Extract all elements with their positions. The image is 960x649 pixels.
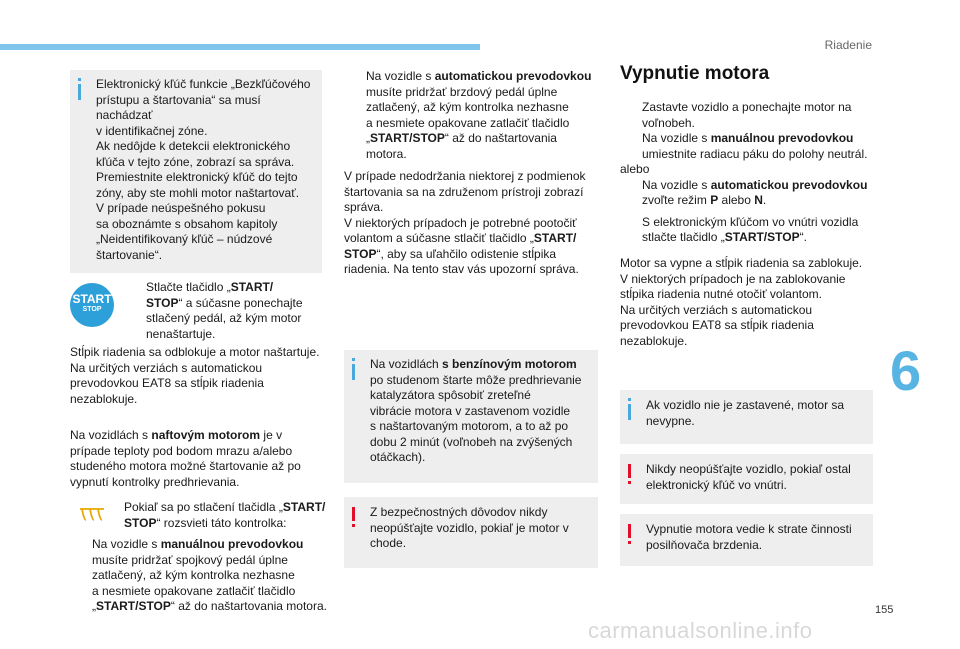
info-not-stopped-text: Ak vozidlo nie je zastavené, motor sa nevypne. [646, 398, 845, 428]
diesel-bold: naftovým motorom [151, 428, 261, 442]
warning-marker-icon [628, 524, 631, 538]
step-2 [620, 131, 882, 162]
start-stop-button-icon [70, 283, 114, 327]
warning-brake-assist-text: Vypnutie motora vedie k strate činnosti posilňovača brzdenia. [646, 522, 852, 552]
glow-instruction [124, 500, 329, 531]
press-instruction [124, 280, 324, 342]
petrol-bold: s benzínovým motorom [442, 357, 577, 371]
manual-post2: “ až do naštartovania motora. [170, 599, 327, 613]
press-bold: START/ STOP [146, 280, 274, 310]
glow-bold: START/ STOP [124, 500, 326, 530]
section-heading-wrap [620, 63, 880, 84]
diesel-pre: Na vozidlách s [70, 428, 152, 442]
step-3-bold: automatickou prevodovkou [710, 177, 868, 192]
step-3-end: . [762, 193, 767, 207]
start-label: START [72, 292, 112, 306]
petrol-pre: Na vozidlách [370, 357, 443, 371]
manual-gearbox-bullet [70, 537, 332, 615]
auto-bold2: START/STOP [370, 131, 445, 145]
engine-stop-paragraph: Motor sa vypne a stĺpik riadenia sa zablokuje. V niektorých prípadoch je na zablokovanie stĺpika riadenia nutné otočiť volantom. Na určitých verziách s automatickou prevodovkou EAT8 sa stĺpik riadenia nezablokuje. [620, 256, 863, 348]
steering-unlock-paragraph: Stĺpik riadenia sa odblokuje a motor naštartuje. Na určitých verziách s automatickou prevodovkou EAT8 sa stĺpik riadenia nezablokuje. [70, 345, 320, 406]
info-marker-icon [352, 364, 355, 380]
step-2-post: umiestnite radiacu páku do polohy neutrál. [642, 146, 868, 161]
step-3-mid: alebo [718, 193, 755, 207]
step-3-p: P [710, 193, 719, 207]
info-marker-icon [78, 84, 81, 100]
step-2-bold: manuálnou prevodovkou [710, 131, 854, 145]
step-4 [620, 215, 882, 246]
step-1-text: Zastavte vozidlo a ponechajte motor na voľnobeh. [642, 100, 852, 130]
warning-key-inside-text: Nikdy neopúšťajte vozidlo, pokiaľ ostal elektronický kľúč vo vnútri. [646, 462, 851, 492]
chapter-number: 6 [890, 339, 922, 402]
glow-plug-warning-icon [79, 506, 105, 524]
section-heading: Vypnutie motora [620, 63, 770, 84]
step-3-post: zvoľte režim [642, 193, 707, 207]
manual-bold: manuálnou prevodovkou [160, 537, 304, 551]
warning-marker-icon [628, 464, 631, 478]
alebo-label: alebo [620, 162, 650, 176]
press-post: “ a súčasne ponechajte stlačený pedál, až kým motor nenaštartuje. [146, 295, 303, 341]
auto-pre: Na vozidle s [366, 69, 435, 83]
glow-pre: Pokiaľ sa po stlačení tlačidla „ [124, 500, 283, 514]
warning-marker-icon [352, 507, 355, 521]
press-pre: Stlačte tlačidlo „ [146, 280, 231, 294]
steering-unlock-hint [344, 169, 599, 278]
glow-post: “ rozsvieti táto kontrolka: [156, 515, 287, 530]
watermark: carmanualsonline.info [588, 618, 813, 643]
step-4-bold: START/STOP [724, 230, 800, 244]
step-3-n: N [754, 193, 763, 207]
step-4-post: “. [799, 230, 807, 244]
diesel-paragraph [70, 428, 330, 490]
auto-post: musíte pridržať brzdový pedál úplne zatlačený, až kým kontrolka nezhasne a nesmiete opakovane zatlačiť tlačidlo „ [366, 84, 570, 145]
step-2-pre: Na vozidle s [642, 131, 711, 145]
warning-box-key-inside [620, 454, 873, 504]
hint-post: “, aby sa uľahčilo odistenie stĺpika riadenia. Na tento stav vás upozorní správa. [344, 246, 579, 276]
info-marker-icon [628, 404, 631, 420]
header-accent-bar [0, 44, 480, 50]
auto-post2: “ až do naštartovania motora. [366, 131, 557, 161]
auto-gearbox-bullet [344, 69, 599, 162]
hint-pre: V prípade nedodržania niektorej z podmienok štartovania sa na združenom prístroji zobrazí správa. V niektorých prípadoch je potrebné pootočiť volantom a súčasne stlačiť tlačidlo „ [344, 169, 586, 245]
petrol-post: po studenom štarte môže predhrievanie katalyzátora spôsobiť zreteľné vibrácie motora v zastavenom vozidle s naštartovaným motorom, a to až po dobu 2 minút (voľnobeh na zvýšených otáčkach). [370, 372, 582, 464]
info-box-not-stopped [620, 390, 873, 444]
step-1 [620, 100, 882, 131]
manual-post: musíte pridržať spojkový pedál úplne zatlačený, až kým kontrolka nezhasne a nesmiete opakovane zatlačiť tlačidlo „ [92, 552, 296, 613]
page-number: 155 [875, 604, 894, 616]
warning-text: Z bezpečnostných dôvodov nikdy neopúšťajte vozidlo, pokiaľ je motor v chode. [370, 505, 569, 550]
stop-label: STOP [82, 306, 102, 313]
info-box-text: Elektronický kľúč funkcie „Bezkľúčového prístupu a štartovania“ sa musí nachádzať v identifikačnej zóne. Ak nedôjde k detekcii elektronického kľúča v tejto zóne, zobrazí sa správa. Premiestnite elektronický kľúč do tejto zóny, aby ste mohli motor naštartovať. V prípade neúspešného pokusu sa oboznámte s obsahom kapitoly „Neidentifikovaný kľúč – núdzové štartovanie“. [96, 77, 311, 262]
diesel-post: je v prípade teploty pod bodom mrazu a/alebo studeného motora možné štartovanie až po vypnutí kontrolky predhrievania. [70, 428, 301, 489]
warning-box-brake-assist [620, 514, 873, 566]
auto-bold: automatickou prevodovkou [434, 69, 592, 83]
manual-pre: Na vozidle s [92, 537, 161, 551]
section-title: Riadenie [824, 38, 872, 52]
info-box-petrol [344, 350, 598, 483]
step-3 [620, 178, 882, 209]
info-box-petrol-text [344, 350, 598, 474]
info-box-keyless [70, 70, 322, 273]
manual-bold2: START/STOP [96, 599, 171, 613]
step-4-pre: S elektronickým kľúčom vo vnútri vozidla stlačte tlačidlo „ [642, 214, 859, 244]
step-3-pre: Na vozidle s [642, 177, 711, 192]
engine-stop-steps [620, 100, 882, 246]
warning-box-engine-running [344, 497, 598, 568]
hint-bold: START/ STOP [344, 231, 577, 261]
